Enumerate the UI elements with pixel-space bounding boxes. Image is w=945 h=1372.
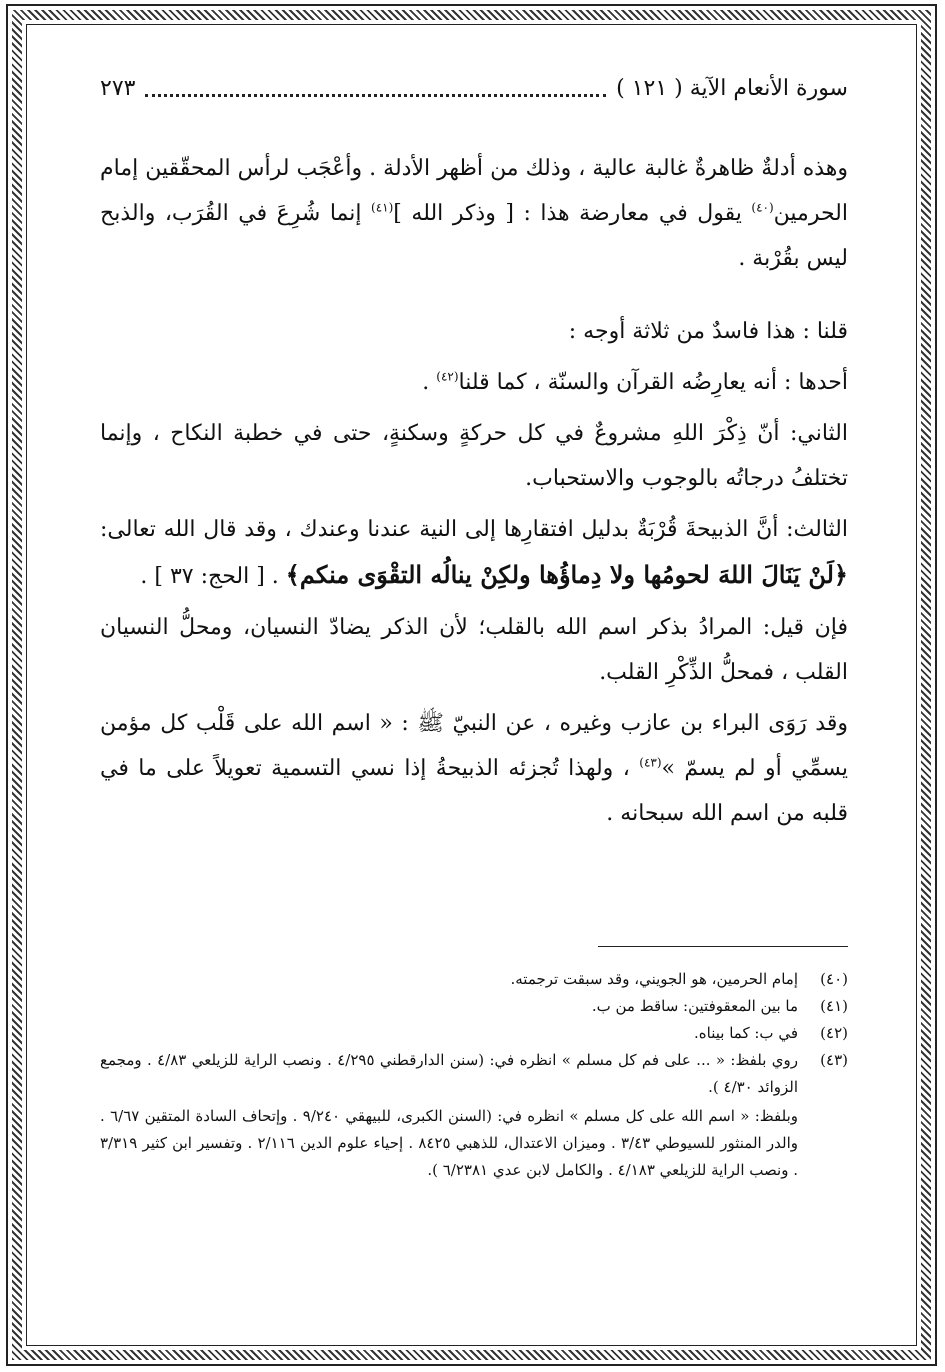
- paragraph-1-text-b: يقول في معارضة هذا : [ وذكر الله ]: [393, 201, 752, 226]
- footnote-number: (٤٢): [820, 1024, 848, 1042]
- paragraph-4: الثاني: أنّ ذِكْرَ اللهِ مشروعٌ في كل حركةٍ وسكنةٍ، حتى في خطبة النكاح ، وإنما تختلفُ درجاتُه بالوجوب والاستحباب.: [100, 421, 848, 491]
- paragraph-3-text-b: .: [422, 370, 437, 395]
- footnote-43-continuation: وبلفظ: « اسم الله على كل مسلم » انظره في: (السنن الكبرى، للبيهقي ٩/٢٤٠ . وإتحاف السادة المتقين ٦/٦٧ . والدر المنثور للسيوطي ٣/٤٣ . وميزان الاعتدال، للذهبي ٨٤٢٥ . إحياء علوم الدين ٢/١١٦ . وتفسير ابن كثير ٣/٣١٩ . ونصب الراية للزيلعي ٤/١٨٣ . والكامل لابن عدي ٦/٢٣٨١ ).: [100, 1107, 798, 1179]
- footnote-text: روي بلفظ: « ... على فم كل مسلم » انظره في: (سنن الدارقطني ٤/٢٩٥ . ونصب الراية للزيلعي ٤/٨٣ . ومجمع الزوائد ٤/٣٠ ).: [100, 1051, 799, 1096]
- paragraph-7-text-a: وقد رَوَى البراء بن عازب وغيره ، عن النبيّ ﷺ : « اسم الله على قَلْب كل مؤمن يسمِّي أو لم يسمّ »: [100, 711, 848, 781]
- paragraph-1-text-c: إنما شُرِعَ في القُرَب، والذبح ليس بقُرْبة .: [100, 201, 848, 271]
- main-text: [100, 146, 848, 836]
- footnote-ref-43[interactable]: (٤٣): [639, 755, 662, 770]
- footnote-text: في ب: كما بيناه.: [694, 1024, 798, 1042]
- paragraph-7: [100, 701, 848, 836]
- footnote-ref-41[interactable]: (٤١): [371, 200, 394, 215]
- footnote-ref-42[interactable]: (٤٢): [436, 369, 459, 384]
- page-number: ٢٧٣: [100, 75, 136, 101]
- paragraph-7-text-b: ، ولهذا تُجزئه الذبيحةُ إذا نسي التسمية تعويلاً على ما في قلبه من اسم الله سبحانه .: [100, 756, 848, 826]
- paragraph-2: قلنا : هذا فاسدٌ من ثلاثة أوجه :: [568, 319, 848, 344]
- footnote-40: [100, 966, 848, 993]
- footnote-41: [100, 993, 848, 1020]
- header-dot-leader: [145, 88, 606, 97]
- footnote-42: [100, 1020, 848, 1047]
- paragraph-5: [100, 507, 848, 599]
- paragraph-5-text-b: . [ الحج: ٣٧ ] .: [140, 564, 286, 589]
- footnotes: [100, 966, 848, 1184]
- footnote-separator: [598, 946, 848, 947]
- paragraph-3-text-a: أحدها : أنه يعارِضُه القرآن والسنّة ، كما قلنا: [458, 370, 848, 395]
- header-title: سورة الأنعام الآية ( ١٢١ ): [616, 75, 848, 101]
- footnote-text: إمام الحرمين، هو الجويني، وقد سبقت ترجمته.: [510, 970, 798, 988]
- footnote-number: (٤٠): [820, 970, 848, 988]
- paragraph-1-text-a: وهذه أدلةٌ ظاهرةٌ غالبة عالية ، وذلك من أظهر الأدلة . وأعْجَب لرأس المحقّقين إمام الحرمين: [100, 156, 848, 226]
- footnote-number: (٤٣): [820, 1051, 848, 1069]
- footnote-ref-40[interactable]: (٤٠): [751, 200, 774, 215]
- running-header: [100, 70, 848, 106]
- footnote-number: (٤١): [820, 997, 848, 1015]
- paragraph-5-text-a: الثالث: أنَّ الذبيحةَ قُرْبَةٌ بدليل افتقارِها إلى النية عندنا وعندك ، وقد قال الله تعالى:: [100, 517, 848, 542]
- paragraph-6: فإن قيل: المرادُ بذكر اسم الله بالقلب؛ لأن الذكر يضادّ النسيان، ومحلُّ النسيان القلب ، فمحلُّ الذِّكْرِ القلب.: [100, 615, 848, 685]
- footnote-43: [100, 1047, 848, 1101]
- footnote-text: ما بين المعقوفتين: ساقط من ب.: [591, 997, 798, 1015]
- paragraph-3: [100, 360, 848, 405]
- quran-verse: ﴿لَنْ يَنَالَ اللهَ لحومُها ولا دِماؤُها ولكِنْ ينالُه التقْوَى منكم﴾: [285, 560, 848, 589]
- paragraph-1: [100, 146, 848, 281]
